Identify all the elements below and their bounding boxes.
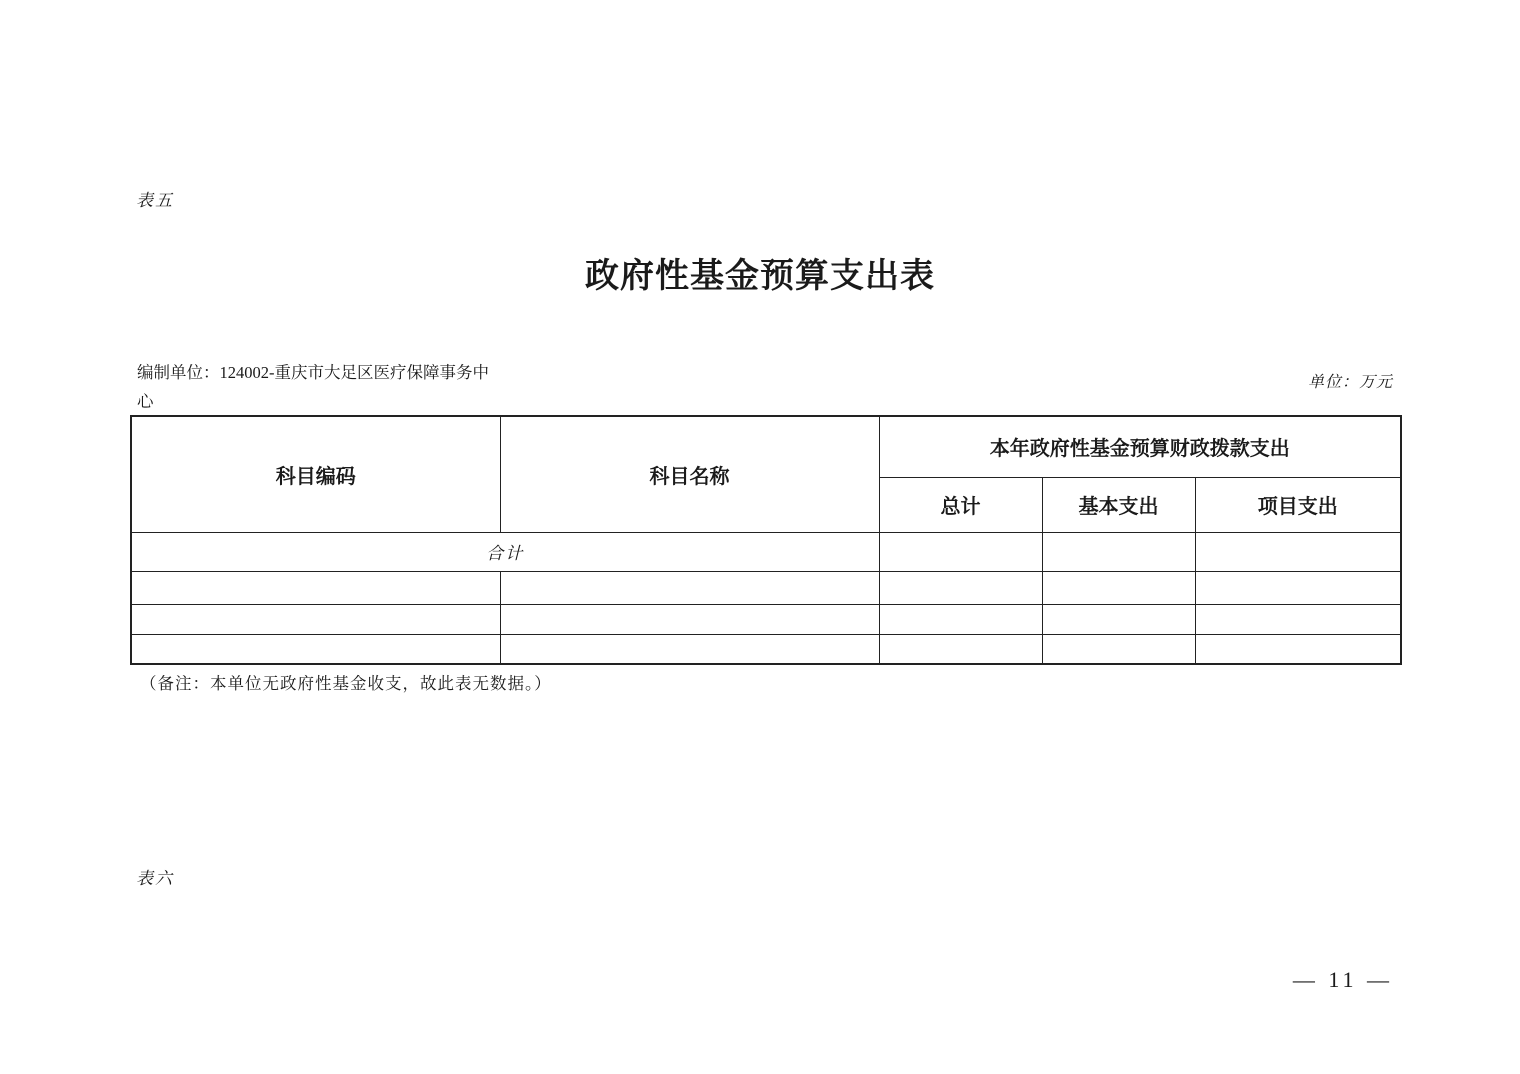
prepared-by-unit — [137, 358, 537, 416]
cell-subject-code — [131, 634, 500, 664]
cell-project — [1195, 604, 1401, 634]
table-row — [131, 571, 1401, 604]
header-project-expenditure: 项目支出 — [1195, 477, 1401, 532]
table-row-total — [131, 532, 1401, 571]
cell-basic — [1042, 571, 1195, 604]
page-title: 政府性基金预算支出表 — [585, 258, 935, 295]
cell-project — [1195, 571, 1401, 604]
cell-subject-code — [131, 571, 500, 604]
cell-subject-name — [500, 571, 879, 604]
budget-table — [130, 415, 1402, 665]
table-footnote: （备注：本单位无政府性基金收支，故此表无数据。） — [140, 674, 552, 693]
cell-subject-name — [500, 604, 879, 634]
cell-basic — [1042, 604, 1195, 634]
header-total: 总计 — [879, 477, 1042, 532]
prepared-by-line1: 编制单位：124002-重庆市大足区医疗保障事务中 — [137, 363, 489, 382]
total-row-project-cell — [1195, 532, 1401, 571]
table-row — [131, 604, 1401, 634]
header-subject-code: 科目编码 — [131, 416, 500, 532]
currency-unit-label: 单位：万元 — [1307, 372, 1393, 391]
header-basic-expenditure: 基本支出 — [1042, 477, 1195, 532]
total-row-basic-cell — [1042, 532, 1195, 571]
cell-subject-name — [500, 634, 879, 664]
header-row-1 — [131, 416, 1401, 477]
cell-total — [879, 571, 1042, 604]
cell-project — [1195, 634, 1401, 664]
cell-total — [879, 604, 1042, 634]
header-group-appropriation: 本年政府性基金预算财政拨款支出 — [879, 416, 1401, 477]
prepared-by-line2: 心 — [137, 392, 154, 411]
cell-subject-code — [131, 604, 500, 634]
cell-basic — [1042, 634, 1195, 664]
table-number-label-bottom: 表六 — [136, 869, 174, 889]
header-subject-name: 科目名称 — [500, 416, 879, 532]
total-row-total-cell — [879, 532, 1042, 571]
table-number-label-top: 表五 — [136, 191, 174, 211]
table-row — [131, 634, 1401, 664]
total-row-label: 合计 — [131, 532, 879, 571]
page-number: — 11 — — [1292, 967, 1393, 992]
cell-total — [879, 634, 1042, 664]
